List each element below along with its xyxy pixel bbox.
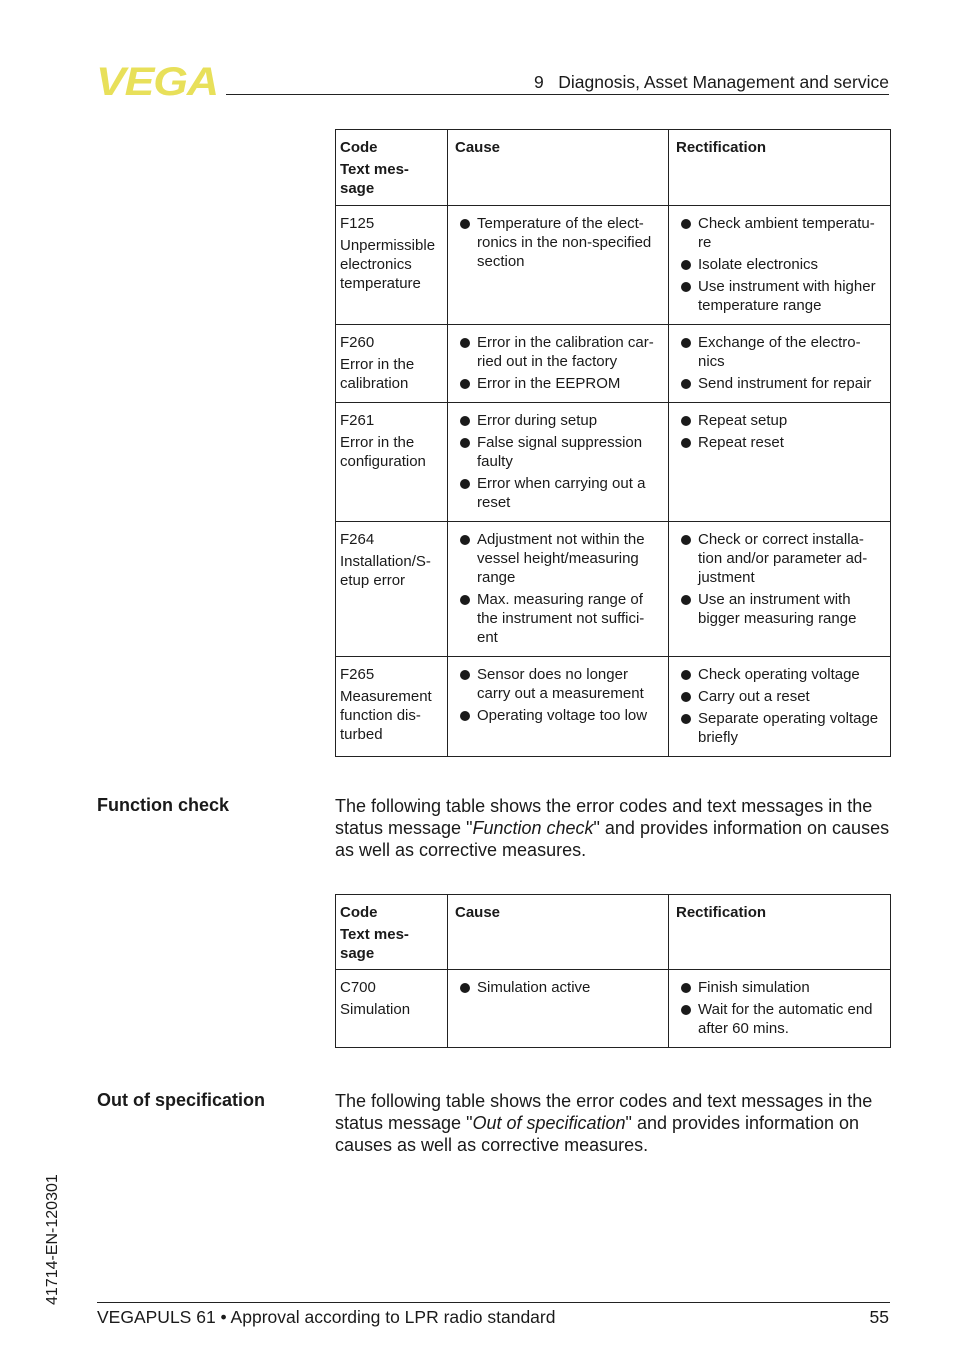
rectification-cell-list bbox=[676, 530, 886, 628]
function-check-italic: Function check bbox=[472, 818, 594, 838]
error-code: F125 bbox=[340, 215, 375, 232]
rectification-item: Isolate electronics bbox=[676, 255, 886, 274]
header-cause-label: Cause bbox=[448, 895, 669, 970]
footer-title: VEGAPULS 61 • Approval according to LPR radio standard bbox=[97, 1307, 556, 1327]
error-text-message: Measurement function dis-turbed bbox=[340, 688, 432, 743]
code-cell bbox=[336, 970, 448, 1048]
rectification-cell-list bbox=[676, 411, 886, 452]
header-rectification-label: Rectification bbox=[669, 895, 891, 970]
rectification-item: Exchange of the electro-nics bbox=[676, 333, 886, 371]
rectification-cell bbox=[669, 970, 891, 1048]
rectification-item: Carry out a reset bbox=[676, 687, 886, 706]
cause-item: Temperature of the elect-ronics in the non-specified section bbox=[455, 214, 664, 271]
rectification-cell bbox=[669, 206, 891, 325]
error-text-message: Error in the calibration bbox=[340, 356, 415, 392]
cause-cell bbox=[448, 325, 669, 403]
cause-cell-list bbox=[455, 411, 664, 512]
error-text-message: Installation/S-etup error bbox=[340, 553, 431, 589]
header-cause-label: Cause bbox=[448, 130, 669, 206]
rectification-cell bbox=[669, 325, 891, 403]
out-of-spec-text-1: The following table shows the error codes and text messages in the status message " bbox=[335, 1091, 873, 1133]
rectification-cell-list bbox=[676, 978, 886, 1038]
vega-logo bbox=[96, 64, 220, 98]
code-cell bbox=[336, 206, 448, 325]
function-check-heading: Function check bbox=[97, 795, 230, 815]
footer-rule bbox=[97, 1302, 890, 1303]
cause-item: Simulation active bbox=[455, 978, 664, 997]
error-text-message: Simulation bbox=[340, 1001, 411, 1018]
rectification-cell-list bbox=[676, 333, 886, 393]
cause-item: Error in the EEPROM bbox=[455, 374, 664, 393]
rectification-item: Check or correct installa-tion and/or parameter ad-justment bbox=[676, 530, 886, 587]
cause-cell-list bbox=[455, 214, 664, 271]
header-text-message-label: Text mes- sage bbox=[340, 161, 409, 197]
cause-item: Sensor does no longer carry out a measurement bbox=[455, 665, 664, 703]
error-code: F265 bbox=[340, 666, 375, 683]
page-number: 55 bbox=[869, 1307, 889, 1327]
cause-item: Error during setup bbox=[455, 411, 664, 430]
code-cell bbox=[336, 403, 448, 522]
rectification-item: Use instrument with higher temperature range bbox=[676, 277, 886, 315]
error-text-message: Error in the configuration bbox=[340, 434, 426, 470]
rectification-cell bbox=[669, 403, 891, 522]
table-row bbox=[336, 206, 891, 325]
table-row bbox=[336, 657, 891, 757]
chapter-title: 9 Diagnosis, Asset Management and service bbox=[533, 72, 889, 92]
function-check-text-1: The following table shows the error codes and text messages in the status message " bbox=[335, 796, 873, 838]
error-code: F261 bbox=[340, 412, 375, 429]
header-text-message-label: Text mes- sage bbox=[340, 926, 409, 962]
out-of-spec-italic: Out of specification bbox=[472, 1113, 626, 1133]
cause-cell bbox=[448, 657, 669, 757]
document-id: 41714-EN-120301 bbox=[44, 1174, 61, 1305]
error-text-message: Unpermissible electronics temperature bbox=[340, 237, 436, 292]
cause-item: Max. measuring range of the instrument not suffici-ent bbox=[455, 590, 664, 647]
header-code-label: Code bbox=[340, 904, 378, 921]
rectification-item: Use an instrument with bigger measuring range bbox=[676, 590, 886, 628]
rectification-item: Repeat reset bbox=[676, 433, 886, 452]
failure-table bbox=[335, 129, 891, 757]
code-cell bbox=[336, 657, 448, 757]
error-code: C700 bbox=[340, 979, 376, 996]
rectification-item: Repeat setup bbox=[676, 411, 886, 430]
svg-text:VEGA: VEGA bbox=[96, 64, 218, 98]
rectification-item: Send instrument for repair bbox=[676, 374, 886, 393]
cause-cell bbox=[448, 970, 669, 1048]
cause-item: Error when carrying out a reset bbox=[455, 474, 664, 512]
cause-cell-list bbox=[455, 665, 664, 725]
code-cell bbox=[336, 522, 448, 657]
table-header-row bbox=[336, 895, 891, 970]
cause-cell bbox=[448, 522, 669, 657]
table-header-row bbox=[336, 130, 891, 206]
cause-cell-list bbox=[455, 978, 664, 997]
cause-cell bbox=[448, 403, 669, 522]
error-code: F260 bbox=[340, 334, 375, 351]
cause-cell bbox=[448, 206, 669, 325]
cause-cell-list bbox=[455, 530, 664, 647]
rectification-item: Check operating voltage bbox=[676, 665, 886, 684]
cause-item: Operating voltage too low bbox=[455, 706, 664, 725]
out-of-spec-paragraph bbox=[335, 1090, 895, 1156]
function-check-paragraph bbox=[335, 795, 895, 861]
rectification-item: Check ambient temperatu-re bbox=[676, 214, 886, 252]
function-check-text-2: " and provides information on causes as well as corrective measures. bbox=[335, 818, 890, 860]
rectification-cell bbox=[669, 657, 891, 757]
cause-item: Error in the calibration car-ried out in the factory bbox=[455, 333, 664, 371]
rectification-item: Finish simulation bbox=[676, 978, 886, 997]
cause-item: Adjustment not within the vessel height/measuring range bbox=[455, 530, 664, 587]
table-row bbox=[336, 325, 891, 403]
function-check-table bbox=[335, 894, 891, 1048]
header-rule bbox=[226, 94, 889, 95]
cause-item: False signal suppression faulty bbox=[455, 433, 664, 471]
header-code-cell bbox=[336, 895, 448, 970]
table-row bbox=[336, 522, 891, 657]
rectification-cell-list bbox=[676, 214, 886, 315]
header-code-label: Code bbox=[340, 139, 378, 156]
header-rectification-label: Rectification bbox=[669, 130, 891, 206]
rectification-cell bbox=[669, 522, 891, 657]
rectification-item: Wait for the automatic end after 60 mins. bbox=[676, 1000, 886, 1038]
out-of-spec-text-2: " and provides information on causes as well as corrective measures. bbox=[335, 1113, 860, 1155]
error-code: F264 bbox=[340, 531, 375, 548]
code-cell bbox=[336, 325, 448, 403]
rectification-item: Separate operating voltage briefly bbox=[676, 709, 886, 747]
table-row bbox=[336, 970, 891, 1048]
out-of-spec-heading: Out of specification bbox=[97, 1090, 266, 1110]
cause-cell-list bbox=[455, 333, 664, 393]
table-row bbox=[336, 403, 891, 522]
header-code-cell bbox=[336, 130, 448, 206]
rectification-cell-list bbox=[676, 665, 886, 747]
